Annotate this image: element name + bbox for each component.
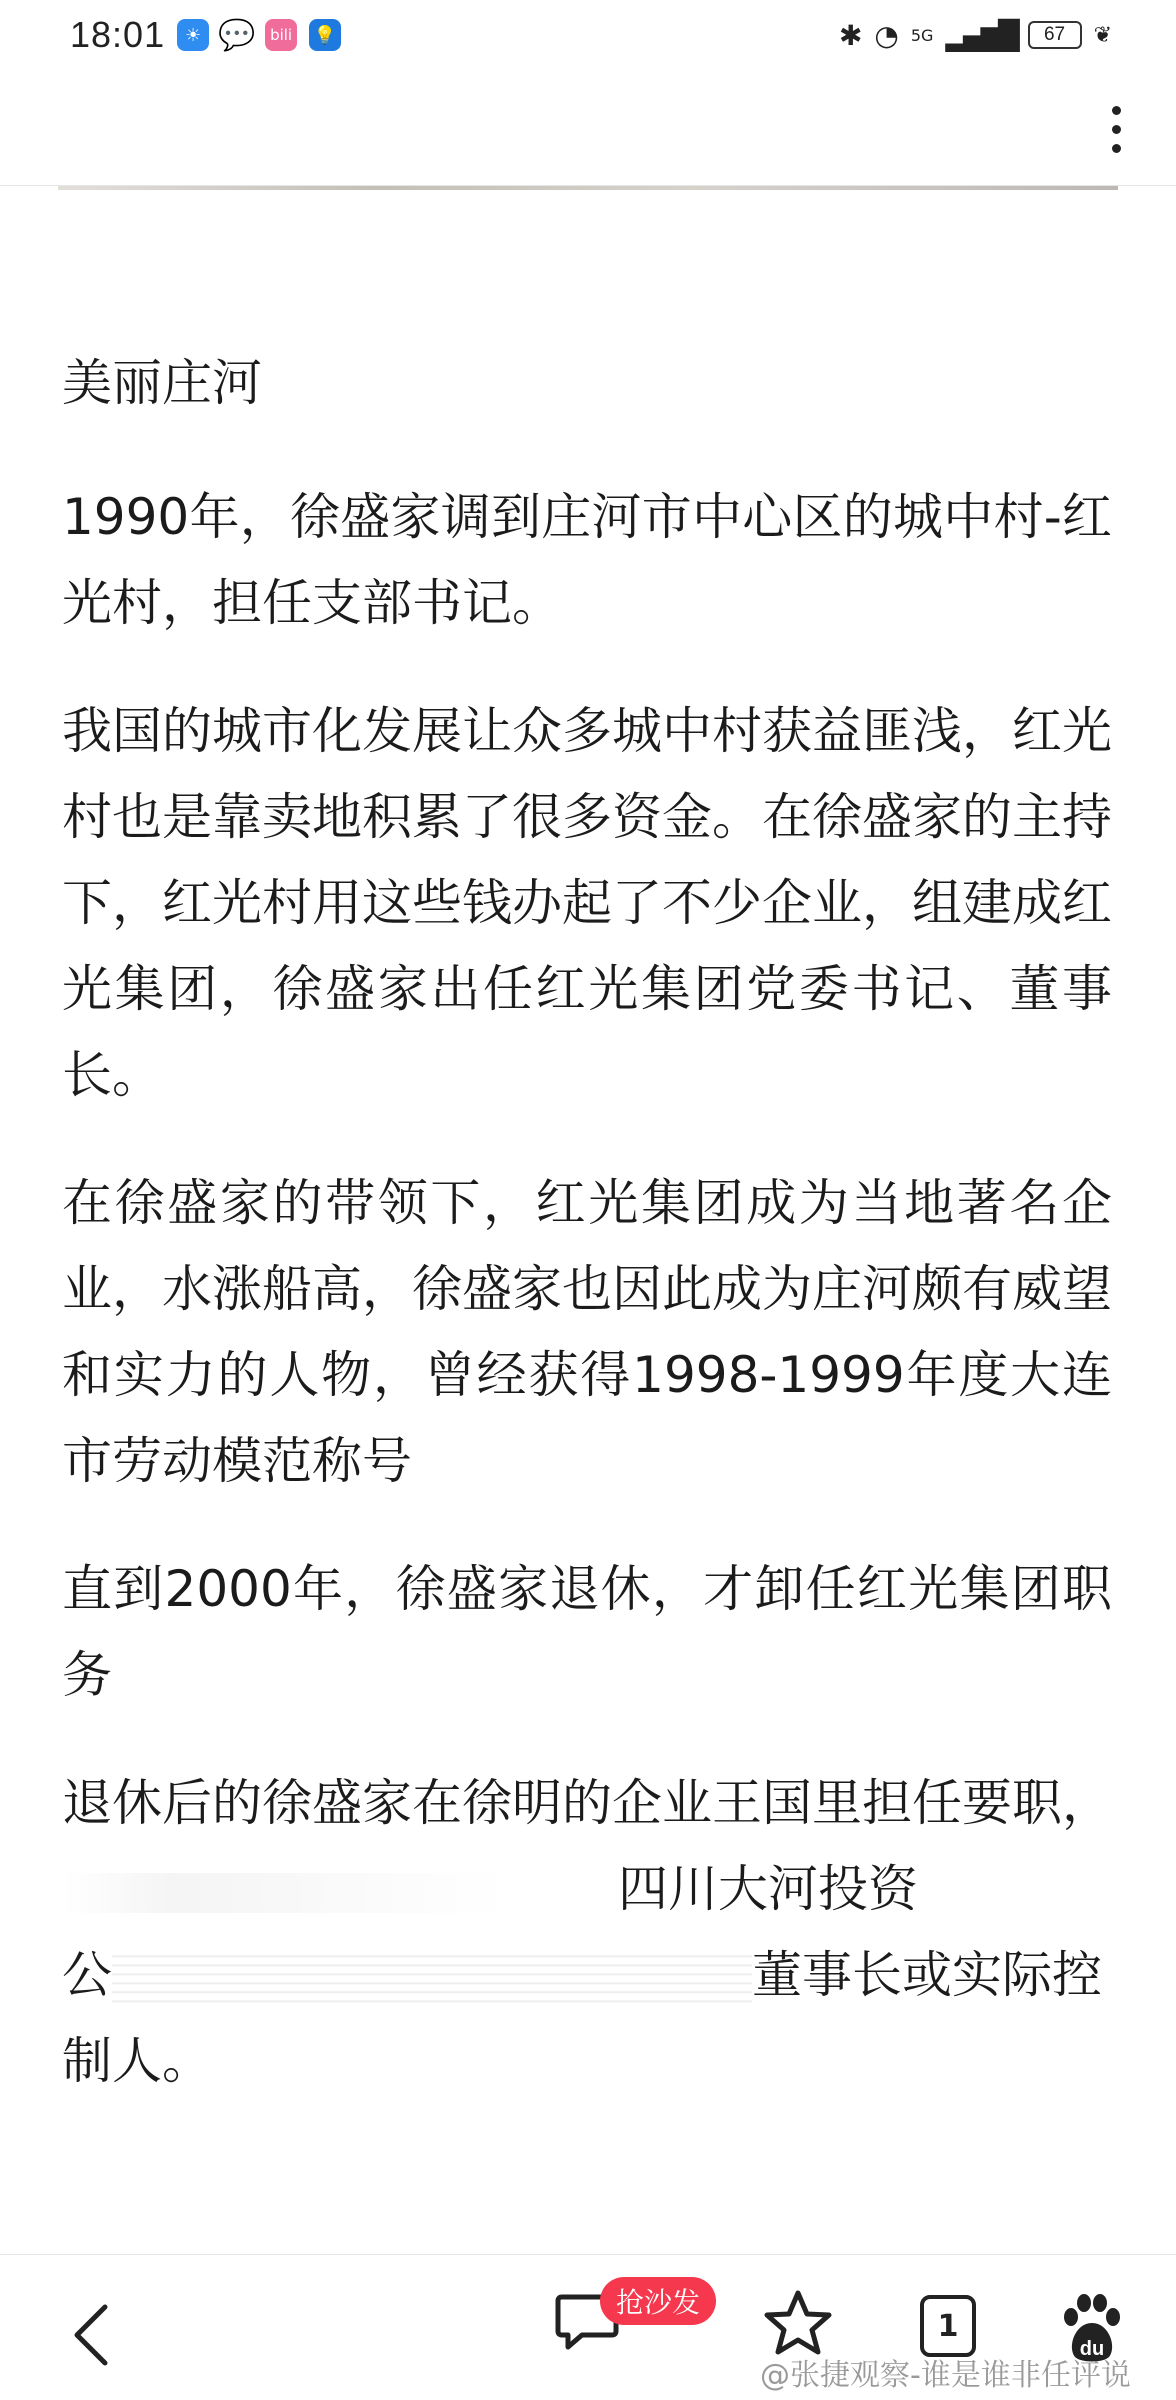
bulb-icon: 💡 [309,19,341,51]
bilibili-icon: bili [265,19,297,51]
svg-text:du: du [1079,2338,1105,2360]
star-icon [762,2287,834,2359]
redacted-region [62,1873,618,1913]
comment-badge[interactable]: 抢沙发 [600,2277,716,2325]
bluetooth-icon: ✱ [838,18,863,52]
back-button[interactable] [56,2295,126,2375]
more-dot-icon [1112,144,1121,153]
paragraph-text: 四川大河投资 [618,1860,918,1918]
more-menu-button[interactable] [1096,94,1136,164]
article-image-edge [58,186,1118,190]
more-dot-icon [1112,106,1121,115]
signal-icon: ▂▄▆█ [945,18,1016,52]
leaf-icon: ❦ [1093,22,1112,48]
wifi-icon: ◔ [874,18,899,52]
paragraph: 在徐盛家的带领下，红光集团成为当地著名企业，水涨船高，徐盛家也因此成为庄河颇有威望和实力的人物，曾经获得1998-1999年度大连市劳动模范称号 [62,1174,1112,1490]
top-toolbar [0,70,1176,186]
battery-icon: 67 [1028,21,1082,49]
status-right [839,19,1112,52]
chat-bubble-icon: 💬 [218,17,256,53]
paragraph-text: 董事长或实际控制人。 [62,1946,1102,2090]
paragraph-text: 公 [62,1946,112,2004]
weather-icon: ☀ [177,19,209,51]
section-heading: 美丽庄河 [62,354,262,412]
watermark: @张捷观察-谁是谁非任评说 [760,2358,1131,2393]
paragraph-last [62,1760,1112,2104]
status-left [70,14,341,56]
network-label: 5G [910,25,934,45]
paragraph-text: 退休后的徐盛家在徐明的企业王国里担任要职， [62,1774,1112,1832]
status-bar [0,0,1176,70]
back-arrow-icon [71,2303,111,2367]
tabs-button[interactable]: 1 [920,2295,976,2357]
status-time: 18:01 [70,14,166,55]
more-dot-icon [1112,125,1121,134]
paragraph: 直到2000年，徐盛家退休，才卸任红光集团职务 [62,1560,1112,1704]
redacted-region [112,1949,752,2009]
paragraph: 1990年，徐盛家调到庄河市中心区的城中村-红光村，担任支部书记。 [62,488,1112,632]
article-body [62,340,1112,2146]
paragraph: 我国的城市化发展让众多城中村获益匪浅，红光村也是靠卖地积累了很多资金。在徐盛家的主持下，红光村用这些钱办起了不少企业，组建成红光集团，徐盛家出任红光集团党委书记、董事长。 [62,702,1112,1104]
